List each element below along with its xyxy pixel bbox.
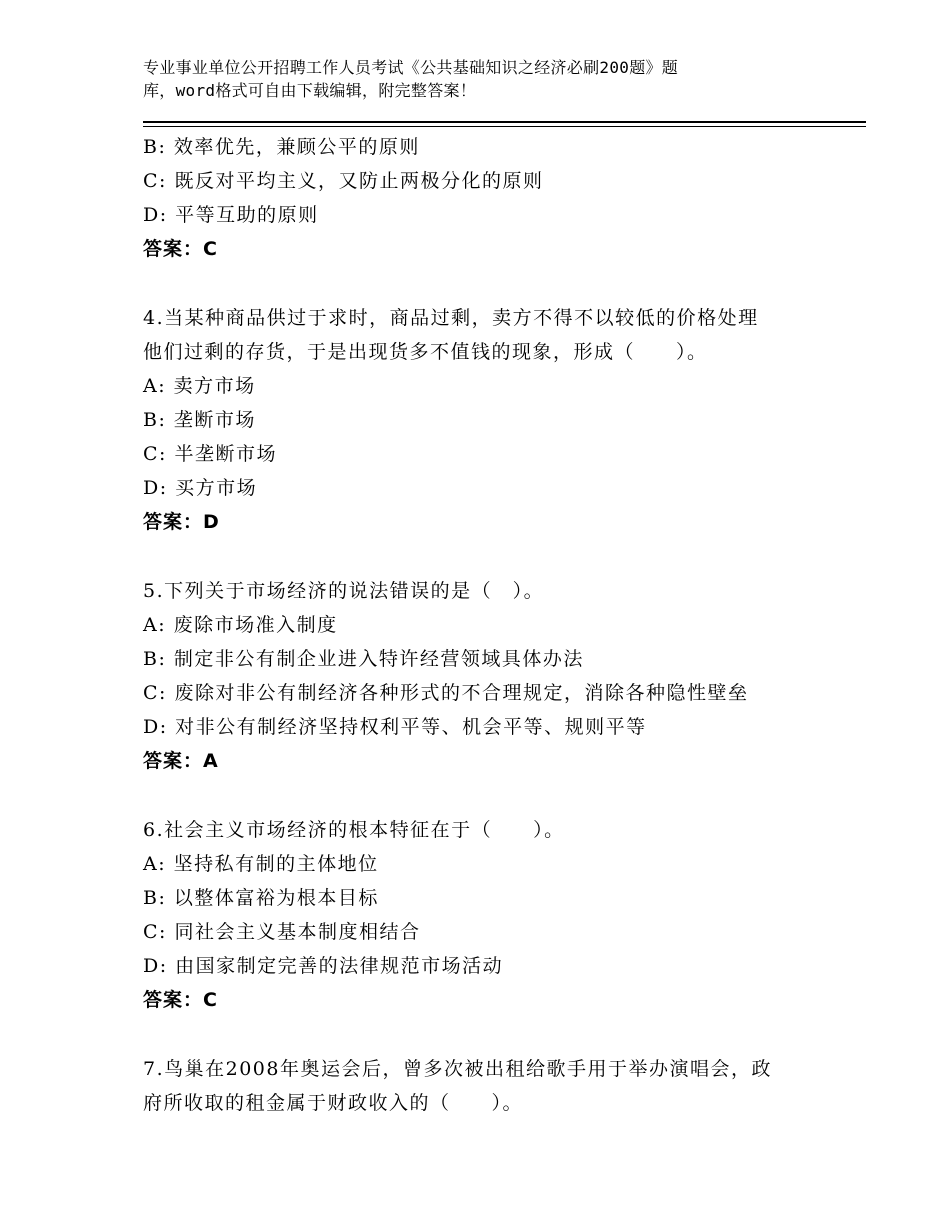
option-b: B: 垄断市场: [143, 409, 256, 431]
option-a: A: 卖方市场: [143, 375, 256, 397]
header-divider-thick: [143, 121, 866, 123]
question-5: [143, 574, 843, 778]
question-stem-line-1: 6.社会主义市场经济的根本特征在于（ ）。: [143, 819, 565, 841]
header-divider-thin: [143, 126, 866, 127]
question-stem-line-1: 4.当某种商品供过于求时，商品过剩，卖方不得不以较低的价格处理: [143, 307, 759, 329]
document-body: [143, 130, 843, 1120]
option-b: B: 制定非公有制企业进入特许经营领域具体办法: [143, 648, 584, 670]
header-title-line-2: 库，word格式可自由下载编辑，附完整答案！: [143, 81, 477, 100]
spacer: [143, 778, 843, 813]
question-stem-line-1: 7.鸟巢在2008年奥运会后，曾多次被出租给歌手用于举办演唱会，政: [143, 1058, 772, 1080]
document-header: [143, 56, 823, 102]
question-4: [143, 301, 843, 539]
spacer: [143, 266, 843, 301]
option-b: B: 效率优先，兼顾公平的原则: [143, 136, 420, 158]
question-stem-line-2: 他们过剩的存货，于是出现货多不值钱的现象，形成（ ）。: [143, 341, 708, 363]
answer: 答案：D: [143, 511, 220, 533]
option-a: A: 废除市场准入制度: [143, 614, 338, 636]
spacer: [143, 1017, 843, 1052]
option-b: B: 以整体富裕为根本目标: [143, 887, 379, 909]
answer: 答案：A: [143, 750, 219, 772]
question-stem-line-1: 5.下列关于市场经济的说法错误的是（ ）。: [143, 580, 545, 602]
option-d: D: 对非公有制经济坚持权利平等、机会平等、规则平等: [143, 716, 647, 738]
question-3: [143, 130, 843, 266]
header-title-line-1: 专业事业单位公开招聘工作人员考试《公共基础知识之经济必刷200题》题: [143, 58, 679, 77]
question-6: [143, 813, 843, 1017]
option-a: A: 坚持私有制的主体地位: [143, 853, 379, 875]
option-c: C: 半垄断市场: [143, 443, 277, 465]
spacer: [143, 539, 843, 574]
option-d: D: 买方市场: [143, 477, 258, 499]
option-c: C: 废除对非公有制经济各种形式的不合理规定，消除各种隐性壁垒: [143, 682, 749, 704]
option-c: C: 同社会主义基本制度相结合: [143, 921, 421, 943]
question-stem-line-2: 府所收取的租金属于财政收入的（ ）。: [143, 1092, 524, 1114]
option-c: C: 既反对平均主义，又防止两极分化的原则: [143, 170, 544, 192]
question-7: [143, 1052, 843, 1120]
answer: 答案：C: [143, 989, 218, 1011]
answer: 答案：C: [143, 238, 218, 260]
option-d: D: 平等互助的原则: [143, 204, 319, 226]
option-d: D: 由国家制定完善的法律规范市场活动: [143, 955, 504, 977]
